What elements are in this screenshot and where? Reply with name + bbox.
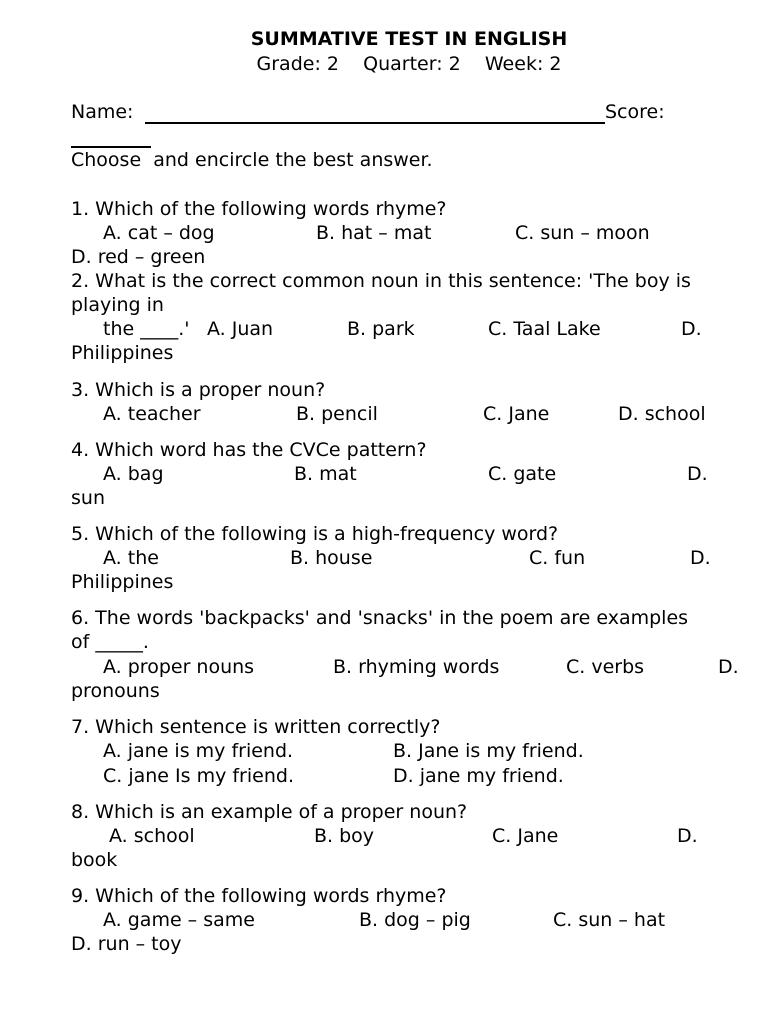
question-2-line3: the ____.'	[103, 318, 190, 340]
question-2-line2: playing in	[71, 294, 164, 316]
q4-option-d-text[interactable]: sun	[71, 487, 105, 509]
question-6-line1: 6. The words 'backpacks' and 'snacks' in the poem are examples	[71, 607, 689, 629]
q1-option-d[interactable]: D. red – green	[71, 246, 206, 268]
instruction: Choose and encircle the best answer.	[71, 149, 433, 171]
q8-option-d[interactable]: D.	[677, 825, 698, 847]
q7-option-d[interactable]: D. jane my friend.	[393, 765, 564, 787]
question-9: 9. Which of the following words rhyme?	[71, 885, 447, 907]
q1-option-c[interactable]: C. sun – moon	[515, 222, 650, 244]
q5-option-d-text[interactable]: Philippines	[71, 571, 174, 593]
q2-option-d-text[interactable]: Philippines	[71, 342, 174, 364]
q9-option-b[interactable]: B. dog – pig	[359, 909, 471, 931]
q5-option-d[interactable]: D.	[690, 547, 711, 569]
q1-option-b[interactable]: B. hat – mat	[316, 222, 432, 244]
q4-option-c[interactable]: C. gate	[488, 463, 557, 485]
page-subtitle: Grade: 2 Quarter: 2 Week: 2	[256, 53, 562, 75]
page-title: SUMMATIVE TEST IN ENGLISH	[250, 28, 568, 50]
q6-option-d[interactable]: D.	[718, 656, 739, 678]
q9-option-c[interactable]: C. sun – hat	[553, 909, 666, 931]
q4-option-a[interactable]: A. bag	[103, 463, 164, 485]
q5-option-c[interactable]: C. fun	[529, 547, 586, 569]
name-label: Name:	[71, 101, 134, 123]
q1-option-a[interactable]: A. cat – dog	[103, 222, 215, 244]
q8-option-c[interactable]: C. Jane	[492, 825, 559, 847]
question-3: 3. Which is a proper noun?	[71, 379, 326, 401]
q5-option-a[interactable]: A. the	[103, 547, 159, 569]
question-1: 1. Which of the following words rhyme?	[71, 198, 447, 220]
name-blank	[145, 122, 605, 124]
q7-option-b[interactable]: B. Jane is my friend.	[393, 740, 584, 762]
q8-option-d-text[interactable]: book	[71, 849, 118, 871]
q2-option-c[interactable]: C. Taal Lake	[488, 318, 601, 340]
q4-option-d[interactable]: D.	[687, 463, 708, 485]
q4-option-b[interactable]: B. mat	[294, 463, 357, 485]
q3-option-d[interactable]: D. school	[618, 403, 706, 425]
q9-option-a[interactable]: A. game – same	[103, 909, 255, 931]
q6-option-b[interactable]: B. rhyming words	[333, 656, 500, 678]
q5-option-b[interactable]: B. house	[290, 547, 373, 569]
q9-option-d[interactable]: D. run – toy	[71, 933, 182, 955]
question-4: 4. Which word has the CVCe pattern?	[71, 439, 427, 461]
score-label: Score:	[605, 101, 665, 123]
q7-option-a[interactable]: A. jane is my friend.	[103, 740, 294, 762]
q3-option-a[interactable]: A. teacher	[103, 403, 201, 425]
q6-option-c[interactable]: C. verbs	[566, 656, 645, 678]
q3-option-b[interactable]: B. pencil	[296, 403, 378, 425]
question-7: 7. Which sentence is written correctly?	[71, 716, 441, 738]
question-6-line2: of _____.	[71, 631, 149, 653]
q6-option-a[interactable]: A. proper nouns	[103, 656, 255, 678]
question-8: 8. Which is an example of a proper noun?	[71, 801, 468, 823]
q6-option-d-text[interactable]: pronouns	[71, 680, 160, 702]
q2-option-a[interactable]: A. Juan	[207, 318, 274, 340]
question-2-line1: 2. What is the correct common noun in this sentence: 'The boy is	[71, 270, 691, 292]
q8-option-b[interactable]: B. boy	[314, 825, 375, 847]
q3-option-c[interactable]: C. Jane	[483, 403, 550, 425]
q2-option-d[interactable]: D.	[681, 318, 702, 340]
question-5: 5. Which of the following is a high-frequency word?	[71, 523, 559, 545]
q2-option-b[interactable]: B. park	[347, 318, 415, 340]
q8-option-a[interactable]: A. school	[109, 825, 195, 847]
q7-option-c[interactable]: C. jane Is my friend.	[103, 765, 294, 787]
